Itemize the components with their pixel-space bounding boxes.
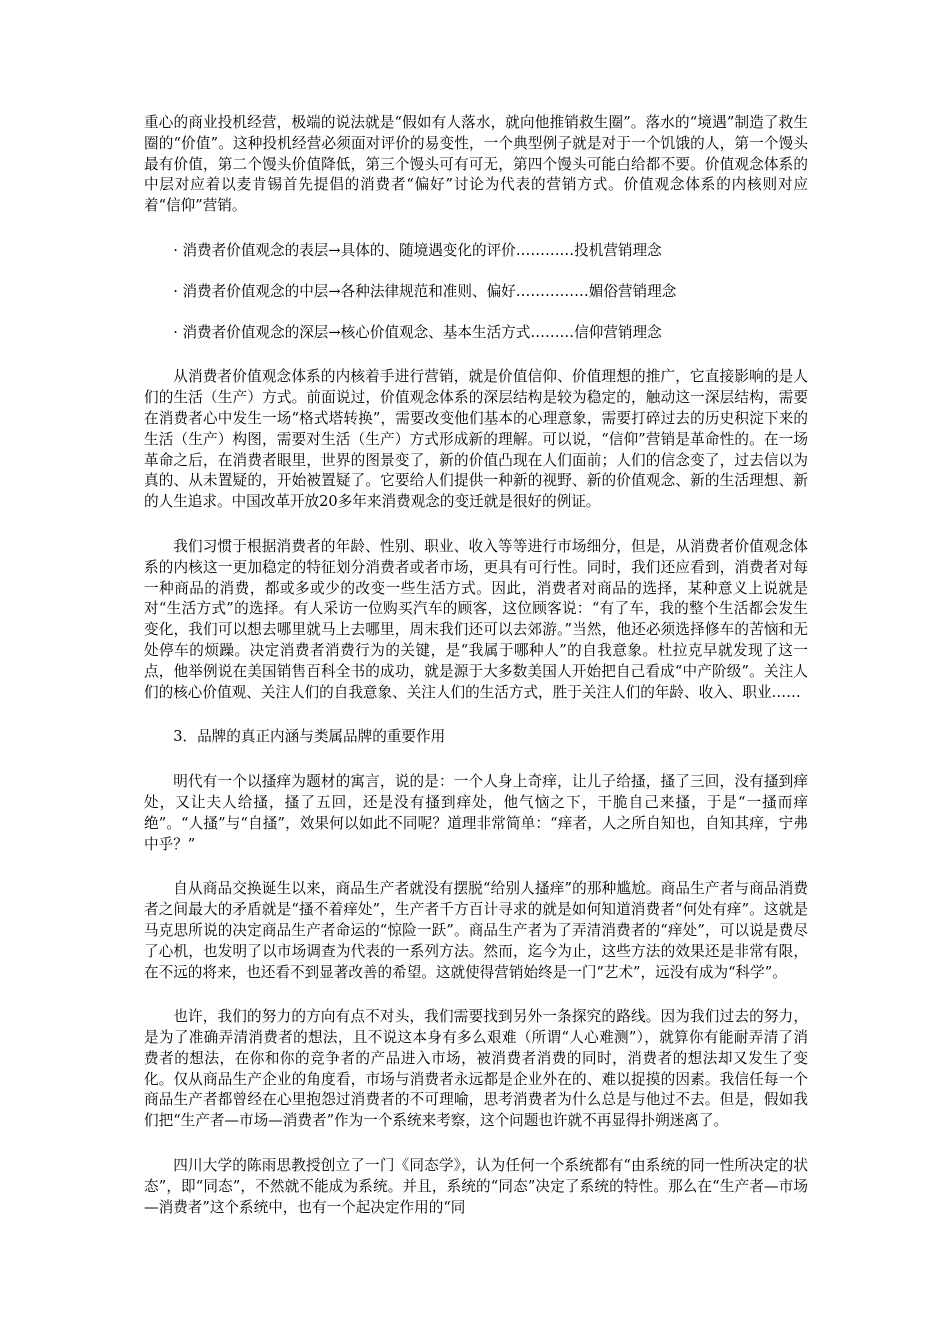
- body-paragraph: 明代有一个以搔痒为题材的寓言，说的是：一个人身上奇痒，让儿子给搔，搔了三回，没有搔到痒处，又让夫人给搔，搔了五回，还是没有搔到痒处，他气恼之下，干脆自己来搔，于是“一搔而痒绝”。“人搔”与“自搔”，效果何以如此不同呢？道理非常简单：“痒者，人之所自知也，自知其痒，宁弗中乎？”: [144, 773, 808, 853]
- body-paragraph: 从消费者价值观念体系的内核着手进行营销，就是价值信仰、价值理想的推广，它直接影响的是人们的生活（生产）方式。前面说过，价值观念体系的深层结构是较为稳定的，触动这一深层结构，需要在消费者心中发生一场“格式塔转换”，需要改变他们基本的心理意象，需要打碎过去的历史积淀下来的生活（生产）构图，需要对生活（生产）方式形成新的理解。可以说，“信仰”营销是革命性的。在一场革命之后，在消费者眼里，世界的图景变了，新的价值凸现在人们面前；人们的信念变了，过去信以为真的、从未置疑的，开始被置疑了。它要给人们提供一种新的视野、新的价值观念、新的生活理想、新的人生追求。中国改革开放20多年来消费观念的变迁就是很好的例证。: [144, 368, 808, 511]
- body-paragraph: 我们习惯于根据消费者的年龄、性别、职业、收入等等进行市场细分，但是，从消费者价值观念体系的内核这一更加稳定的特征划分消费者或者市场，更具有可行性。同时，我们还应看到，消费者对每一种商品的消费，都或多或少的改变一些生活方式。因此，消费者对商品的选择，某种意义上说就是对“生活方式”的选择。有人采访一位购买汽车的顾客，这位顾客说：“有了车，我的整个生活都会发生变化，我们可以想去哪里就马上去哪里，周末我们还可以去郊游。”当然，他还必须选择修车的苦恼和无处停车的烦躁。决定消费者消费行为的关键，是“我属于哪种人”的自我意象。杜拉克早就发现了这一点，他举例说在美国销售百科全书的成功，就是源于大多数美国人开始把自己看成“中产阶级”。关注人们的核心价值观、关注人们的自我意象、关注人们的生活方式，胜于关注人们的年龄、收入、职业……: [144, 537, 808, 701]
- section-heading: 3．品牌的真正内涵与类属品牌的重要作用: [173, 728, 446, 746]
- list-item: · 消费者价值观念的表层→具体的、随境遇变化的评价…………投机营销理念: [173, 241, 662, 259]
- body-paragraph: 自从商品交换诞生以来，商品生产者就没有摆脱“给别人搔痒”的那种尴尬。商品生产者与商品消费者之间最大的矛盾就是“搔不着痒处”，生产者千方百计寻求的就是如何知道消费者“何处有痒”。这就是马克思所说的决定商品生产者命运的“惊险一跃”。商品生产者为了弄清消费者的“痒处”，可以说是费尽了心机，也发明了以市场调查为代表的一系列方法。然而，迄今为止，这些方法的效果还是非常有限，在不远的将来，也还看不到显著改善的希望。这就使得营销始终是一门“艺术”，远没有成为“科学”。: [144, 880, 808, 981]
- body-paragraph: 四川大学的陈雨思教授创立了一门《同态学》，认为任何一个系统都有“由系统的同一性所决定的状态”，即“同态”，不然就不能成为系统。并且，系统的“同态”决定了系统的特性。那么在“生产者—市场—消费者”这个系统中，也有一个起决定作用的“同: [144, 1157, 808, 1216]
- document-page: [144, 113, 808, 1242]
- list-item: · 消费者价值观念的深层→核心价值观念、基本生活方式………信仰营销理念: [173, 323, 662, 341]
- body-paragraph: 也许，我们的努力的方向有点不对头，我们需要找到另外一条探究的路线。因为我们过去的努力，是为了准确弄清消费者的想法，且不说这本身有多么艰难（所谓“人心难测”），就算你有能耐弄清了消费者的想法，在你和你的竞争者的产品进入市场，被消费者消费的同时，消费者的想法却又发生了变化。仅从商品生产企业的角度看，市场与消费者永远都是企业外在的、难以捉摸的因素。我信任每一个商品生产者都曾经在心里抱怨过消费者的不可理喻，思考消费者为什么总是与他过不去。但是，假如我们把“生产者—市场—消费者”作为一个系统来考察，这个问题也许就不再显得扑朔迷离了。: [144, 1008, 808, 1130]
- list-item: · 消费者价值观念的中层→各种法律规范和准则、偏好……………媚俗营销理念: [173, 282, 677, 300]
- body-paragraph: 重心的商业投机经营，极端的说法就是“假如有人落水，就向他推销救生圈”。落水的“境遇”制造了救生圈的“价值”。这种投机经营必须面对评价的易变性，一个典型例子就是对于一个饥饿的人，第一个馒头最有价值，第二个馒头价值降低，第三个馒头可有可无，第四个馒头可能白给都不要。价值观念体系的中层对应着以麦肯锡首先提倡的消费者“偏好”讨论为代表的营销方式。价值观念体系的内核则对应着“信仰”营销。: [144, 114, 808, 215]
